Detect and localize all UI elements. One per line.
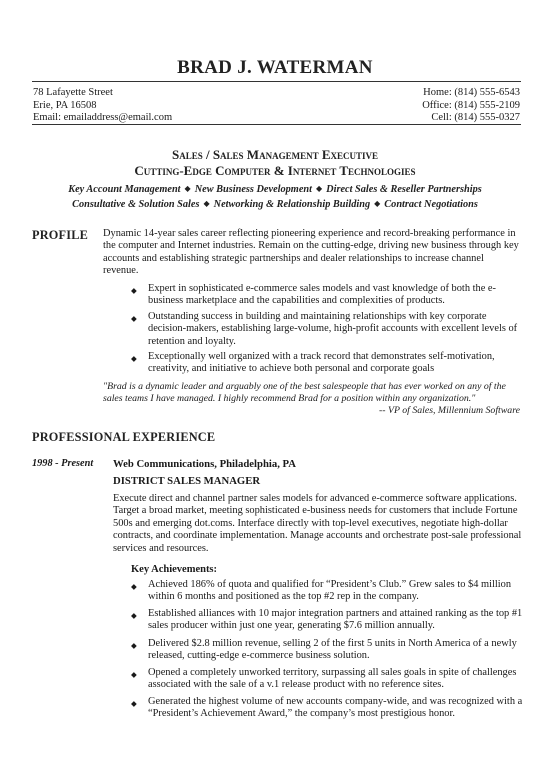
header-top-rule (32, 81, 521, 82)
job-title: DISTRICT SALES MANAGER (113, 475, 261, 487)
job-company: Web Communications, Philadelphia, PA (113, 458, 296, 470)
cell-phone: Cell: (814) 555-0327 (431, 112, 520, 124)
achievement-item: Opened a completely unworked territory, surpassing all sales goals in spite of challenges associated with the sale of a v.1 release product with no reference sites. (148, 667, 517, 691)
diamond-separator-icon: ◆ (203, 199, 210, 208)
bullet-diamond-icon: ◆ (131, 670, 137, 679)
profile-heading: PROFILE (32, 228, 89, 242)
keyword: Contract Negotiations (384, 199, 478, 210)
diamond-separator-icon: ◆ (315, 184, 323, 193)
key-achievements-label: Key Achievements: (131, 564, 218, 575)
keyword: Networking & Relationship Building (213, 199, 371, 210)
keyword: New Business Development (194, 184, 312, 195)
profile-bullet: Outstanding success in building and maintaining relationships with key corporate decision-makers, establishing large-volume, high-profit accounts with excellent levels of retention and loyalty. (148, 311, 518, 347)
email-address: Email: emailaddress@email.com (33, 112, 173, 124)
keywords-row-2 (0, 199, 550, 210)
bullet-diamond-icon: ◆ (131, 286, 137, 295)
diamond-separator-icon: ◆ (184, 184, 191, 193)
phone-block (422, 87, 520, 125)
job-dates: 1998 - Present (32, 458, 94, 469)
job-description: Execute direct and channel partner sales models for advanced e-commerce software applications. Target a broad market, meeting sophisticated e-business needs for customers that include Fortune 500s and emerging dot.coms. Interface directly with top-level executives, negotiate high-dollar contracts, and coordinate implementation. Manage accounts and orchestrate post-sale professional services and resources. (113, 493, 522, 554)
achievement-item: Achieved 186% of quota and qualified for “President’s Club.” Grew sales to $4 million within 6 months and positioned as the top #2 rep in the company. (148, 579, 512, 603)
keyword: Direct Sales & Reseller Partnerships (326, 184, 482, 195)
city-state-zip: Erie, PA 16508 (33, 99, 97, 111)
bullet-diamond-icon: ◆ (131, 699, 137, 708)
bullet-diamond-icon: ◆ (131, 582, 137, 591)
headline-title: Sales / Sales Management Executive (171, 147, 379, 162)
testimonial-quote: "Brad is a dynamic leader and arguably one of the best salespeople that has ever worked on any of the sales teams I have managed. I highly recommend Brad for a position within any organization." (103, 381, 506, 405)
home-phone: Home: (814) 555-6543 (423, 87, 520, 98)
bullet-diamond-icon: ◆ (131, 314, 137, 323)
keywords-row-1 (0, 184, 550, 195)
profile-summary: Dynamic 14-year sales career reflecting pioneering experience and record-breaking performance in the computer and Internet industries. Remain on the cutting-edge, driving new business through key accounts and establishing strategic partnerships and dealer relationships to increase channel revenue. (103, 228, 519, 277)
bullet-diamond-icon: ◆ (131, 611, 137, 620)
header-bottom-rule (32, 124, 521, 125)
office-phone: Office: (814) 555-2109 (422, 99, 520, 111)
bullet-diamond-icon: ◆ (131, 354, 137, 363)
profile-bullet: Exceptionally well organized with a track record that demonstrates self-motivation, creativity, and initiative to achieve both personal and corporate goals (148, 351, 495, 375)
street-address: 78 Lafayette Street (33, 87, 113, 98)
achievement-item: Delivered $2.8 million revenue, selling 2 of the first 5 units in North America of a newly released, cutting-edge e-commerce business solution. (148, 638, 517, 662)
bullet-diamond-icon: ◆ (131, 641, 137, 650)
headline-subtitle: Cutting-Edge Computer & Internet Technologies (134, 163, 416, 178)
address-block (33, 87, 172, 125)
achievement-item: Established alliances with 10 major integration partners and attained ranking as the top #1 sales producer within just one year, generating $7.6 million annually. (148, 608, 523, 632)
candidate-name: BRAD J. WATERMAN (177, 57, 373, 78)
achievement-item: Generated the highest volume of new accounts company-wide, and was recognized with a “President’s Achievement Award,” the company’s most prestigious honor. (148, 696, 523, 720)
diamond-separator-icon: ◆ (374, 199, 381, 208)
keyword: Key Account Management (68, 184, 181, 195)
testimonial-attribution: -- VP of Sales, Millennium Software (379, 405, 520, 416)
experience-heading: PROFESSIONAL EXPERIENCE (32, 430, 216, 444)
keyword: Consultative & Solution Sales (72, 199, 200, 210)
profile-bullet: Expert in sophisticated e-commerce sales models and vast knowledge of both the e-business marketplace and the capabilities and complexities of products. (148, 283, 496, 307)
